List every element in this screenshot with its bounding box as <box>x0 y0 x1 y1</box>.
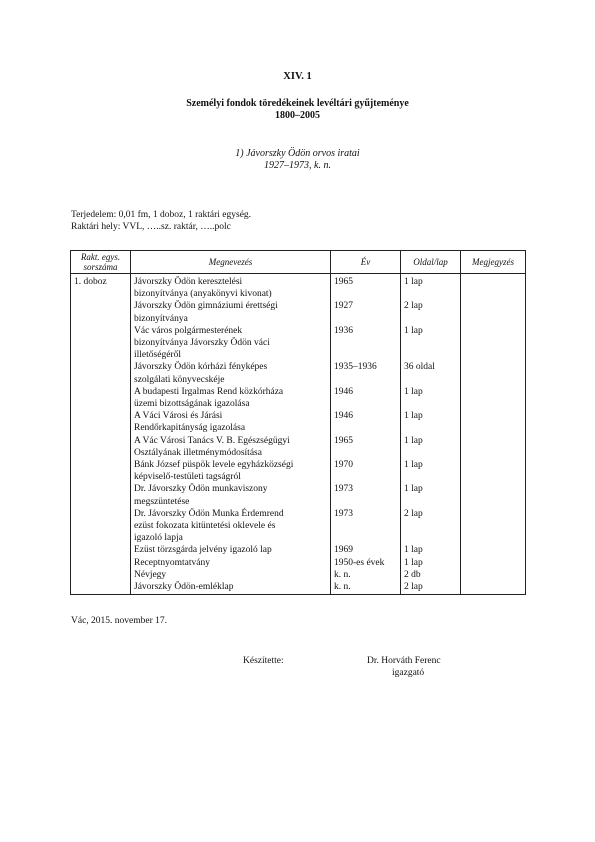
table-body <box>71 274 526 595</box>
inventory-table <box>70 250 526 595</box>
cell-name <box>131 361 331 385</box>
cell-unit <box>71 508 131 545</box>
cell-unit <box>71 557 131 569</box>
collection-code: XIV. 1 <box>283 71 312 82</box>
cell-name <box>131 386 331 410</box>
cell-pages: 1 lap <box>401 483 461 507</box>
name-line: Jávorszky Ödön-emléklap <box>134 582 234 593</box>
cell-notes <box>461 361 526 385</box>
cell-notes <box>461 459 526 483</box>
name-line: Dr. Jávorszky Ödön munkaviszony <box>134 484 268 495</box>
name-line: Ezüst törzsgárda jelvény igazoló lap <box>134 545 272 556</box>
signer-title: igazgató <box>392 668 425 678</box>
cell-pages: 1 lap <box>401 410 461 434</box>
cell-unit: 1. doboz <box>71 274 131 301</box>
name-line: Bánk József püspök levele egyházközségi <box>134 460 294 471</box>
cell-unit <box>71 300 131 324</box>
cell-notes <box>461 508 526 545</box>
cell-notes <box>461 274 526 301</box>
name-line: szolgálati könyvecskéje <box>134 374 225 385</box>
cell-unit <box>71 581 131 595</box>
location-line: Raktári hely: VVL, …..sz. raktár, …..polc <box>71 222 231 232</box>
name-line: bizonyítványa Jávorszky Ödön váci <box>134 338 270 349</box>
cell-notes <box>461 544 526 556</box>
cell-year: 1936 <box>331 325 401 362</box>
collection-title: Személyi fondok töredékeinek levéltári gyűjteménye <box>186 98 409 109</box>
table-row <box>71 325 526 362</box>
name-line: Vác város polgármesterének <box>134 325 243 336</box>
cell-notes <box>461 435 526 459</box>
cell-notes <box>461 325 526 362</box>
collection-date-range: 1800–2005 <box>275 110 320 121</box>
cell-notes <box>461 410 526 434</box>
table-row <box>71 483 526 507</box>
table-row <box>71 508 526 545</box>
name-line: Osztályának illetménymódosítása <box>134 447 262 458</box>
name-line: Jávorszky Ödön kórházi fényképes <box>134 362 268 373</box>
name-line: Jávorszky Ödön keresztelési <box>134 277 243 287</box>
cell-unit <box>71 386 131 410</box>
cell-year: 1973 <box>331 508 401 545</box>
cell-pages: 1 lap <box>401 386 461 410</box>
cell-name <box>131 581 331 595</box>
cell-notes <box>461 386 526 410</box>
name-line: képviselő-testületi tagságról <box>134 472 241 483</box>
name-line: üzemi bizottságának igazolása <box>134 399 250 410</box>
cell-year: k. n. <box>331 569 401 581</box>
name-line: bizonyítványa <box>134 313 188 324</box>
header-unit: Rakt. egys. sorszáma <box>71 251 131 274</box>
cell-unit <box>71 544 131 556</box>
name-line: Jávorszky Ödön gimnáziumi érettségi <box>134 301 278 312</box>
cell-pages: 36 oldal <box>401 361 461 385</box>
cell-year: 1935–1936 <box>331 361 401 385</box>
table-row <box>71 459 526 483</box>
name-line: illetőségéről <box>134 350 181 361</box>
cell-name <box>131 300 331 324</box>
cell-unit <box>71 435 131 459</box>
name-line: ezüst fokozata kitüntetési oklevele és <box>134 521 276 532</box>
cell-name <box>131 544 331 556</box>
cell-year: k. n. <box>331 581 401 595</box>
cell-notes <box>461 581 526 595</box>
cell-year: 1946 <box>331 410 401 434</box>
cell-name <box>131 410 331 434</box>
cell-year: 1927 <box>331 300 401 324</box>
cell-notes <box>461 557 526 569</box>
cell-name <box>131 508 331 545</box>
header-year: Év <box>331 251 401 274</box>
name-line: igazoló lapja <box>134 533 183 544</box>
table-header-row <box>71 251 526 274</box>
header-name: Megnevezés <box>131 251 331 274</box>
table-row <box>71 410 526 434</box>
cell-unit <box>71 483 131 507</box>
cell-year: 1969 <box>331 544 401 556</box>
cell-notes <box>461 300 526 324</box>
cell-name <box>131 569 331 581</box>
cell-notes <box>461 569 526 581</box>
name-line: A Vác Városi Tanács V. B. Egészségügyi <box>134 435 290 446</box>
cell-unit <box>71 361 131 385</box>
cell-pages: 1 lap <box>401 557 461 569</box>
cell-pages: 1 lap <box>401 325 461 362</box>
signer-name: Dr. Horváth Ferenc <box>367 656 441 666</box>
name-line: Névjegy <box>134 569 167 580</box>
name-line: Receptnyomtatvány <box>134 557 210 568</box>
fond-name: 1) Jávorszky Ödön orvos iratai <box>235 148 360 159</box>
name-line: Dr. Jávorszky Ödön Munka Érdemrend <box>134 508 284 519</box>
cell-pages: 2 db <box>401 569 461 581</box>
cell-pages: 1 lap <box>401 435 461 459</box>
cell-pages: 1 lap <box>401 459 461 483</box>
cell-year: 1946 <box>331 386 401 410</box>
table-row <box>71 435 526 459</box>
cell-year: 1965 <box>331 435 401 459</box>
table-row <box>71 557 526 569</box>
name-line: megszüntetése <box>134 496 190 507</box>
table-row <box>71 274 526 301</box>
cell-unit <box>71 325 131 362</box>
cell-name <box>131 435 331 459</box>
table-row <box>71 361 526 385</box>
cell-year: 1973 <box>331 483 401 507</box>
cell-unit <box>71 459 131 483</box>
table-row <box>71 544 526 556</box>
name-line: bizonyítványa (anyakönyvi kivonat) <box>134 289 272 300</box>
cell-year: 1965 <box>331 274 401 301</box>
name-line: A Váci Városi és Járási <box>134 411 223 422</box>
cell-pages: 1 lap <box>401 274 461 301</box>
cell-unit <box>71 569 131 581</box>
table-row <box>71 386 526 410</box>
cell-name <box>131 557 331 569</box>
cell-pages: 2 lap <box>401 508 461 545</box>
header-notes: Megjegyzés <box>461 251 526 274</box>
cell-name <box>131 459 331 483</box>
table-row <box>71 300 526 324</box>
made-by-label: Készítette: <box>243 656 284 666</box>
extent-line: Terjedelem: 0,01 fm, 1 doboz, 1 raktári egység. <box>71 210 252 220</box>
cell-year: 1970 <box>331 459 401 483</box>
cell-name <box>131 325 331 362</box>
header-pages: Oldal/lap <box>401 251 461 274</box>
cell-notes <box>461 483 526 507</box>
cell-unit <box>71 410 131 434</box>
cell-name <box>131 274 331 301</box>
place-date: Vác, 2015. november 17. <box>71 616 168 626</box>
cell-pages: 2 lap <box>401 300 461 324</box>
name-line: A budapesti Irgalmas Rend közkórháza <box>134 386 284 397</box>
table-row <box>71 569 526 581</box>
cell-pages: 1 lap <box>401 544 461 556</box>
cell-pages: 2 lap <box>401 581 461 595</box>
cell-name <box>131 483 331 507</box>
fond-date-range: 1927–1973, k. n. <box>264 160 331 171</box>
name-line: Rendőrkapitányság igazolása <box>134 423 246 434</box>
cell-year: 1950-es évek <box>331 557 401 569</box>
table-row <box>71 581 526 595</box>
